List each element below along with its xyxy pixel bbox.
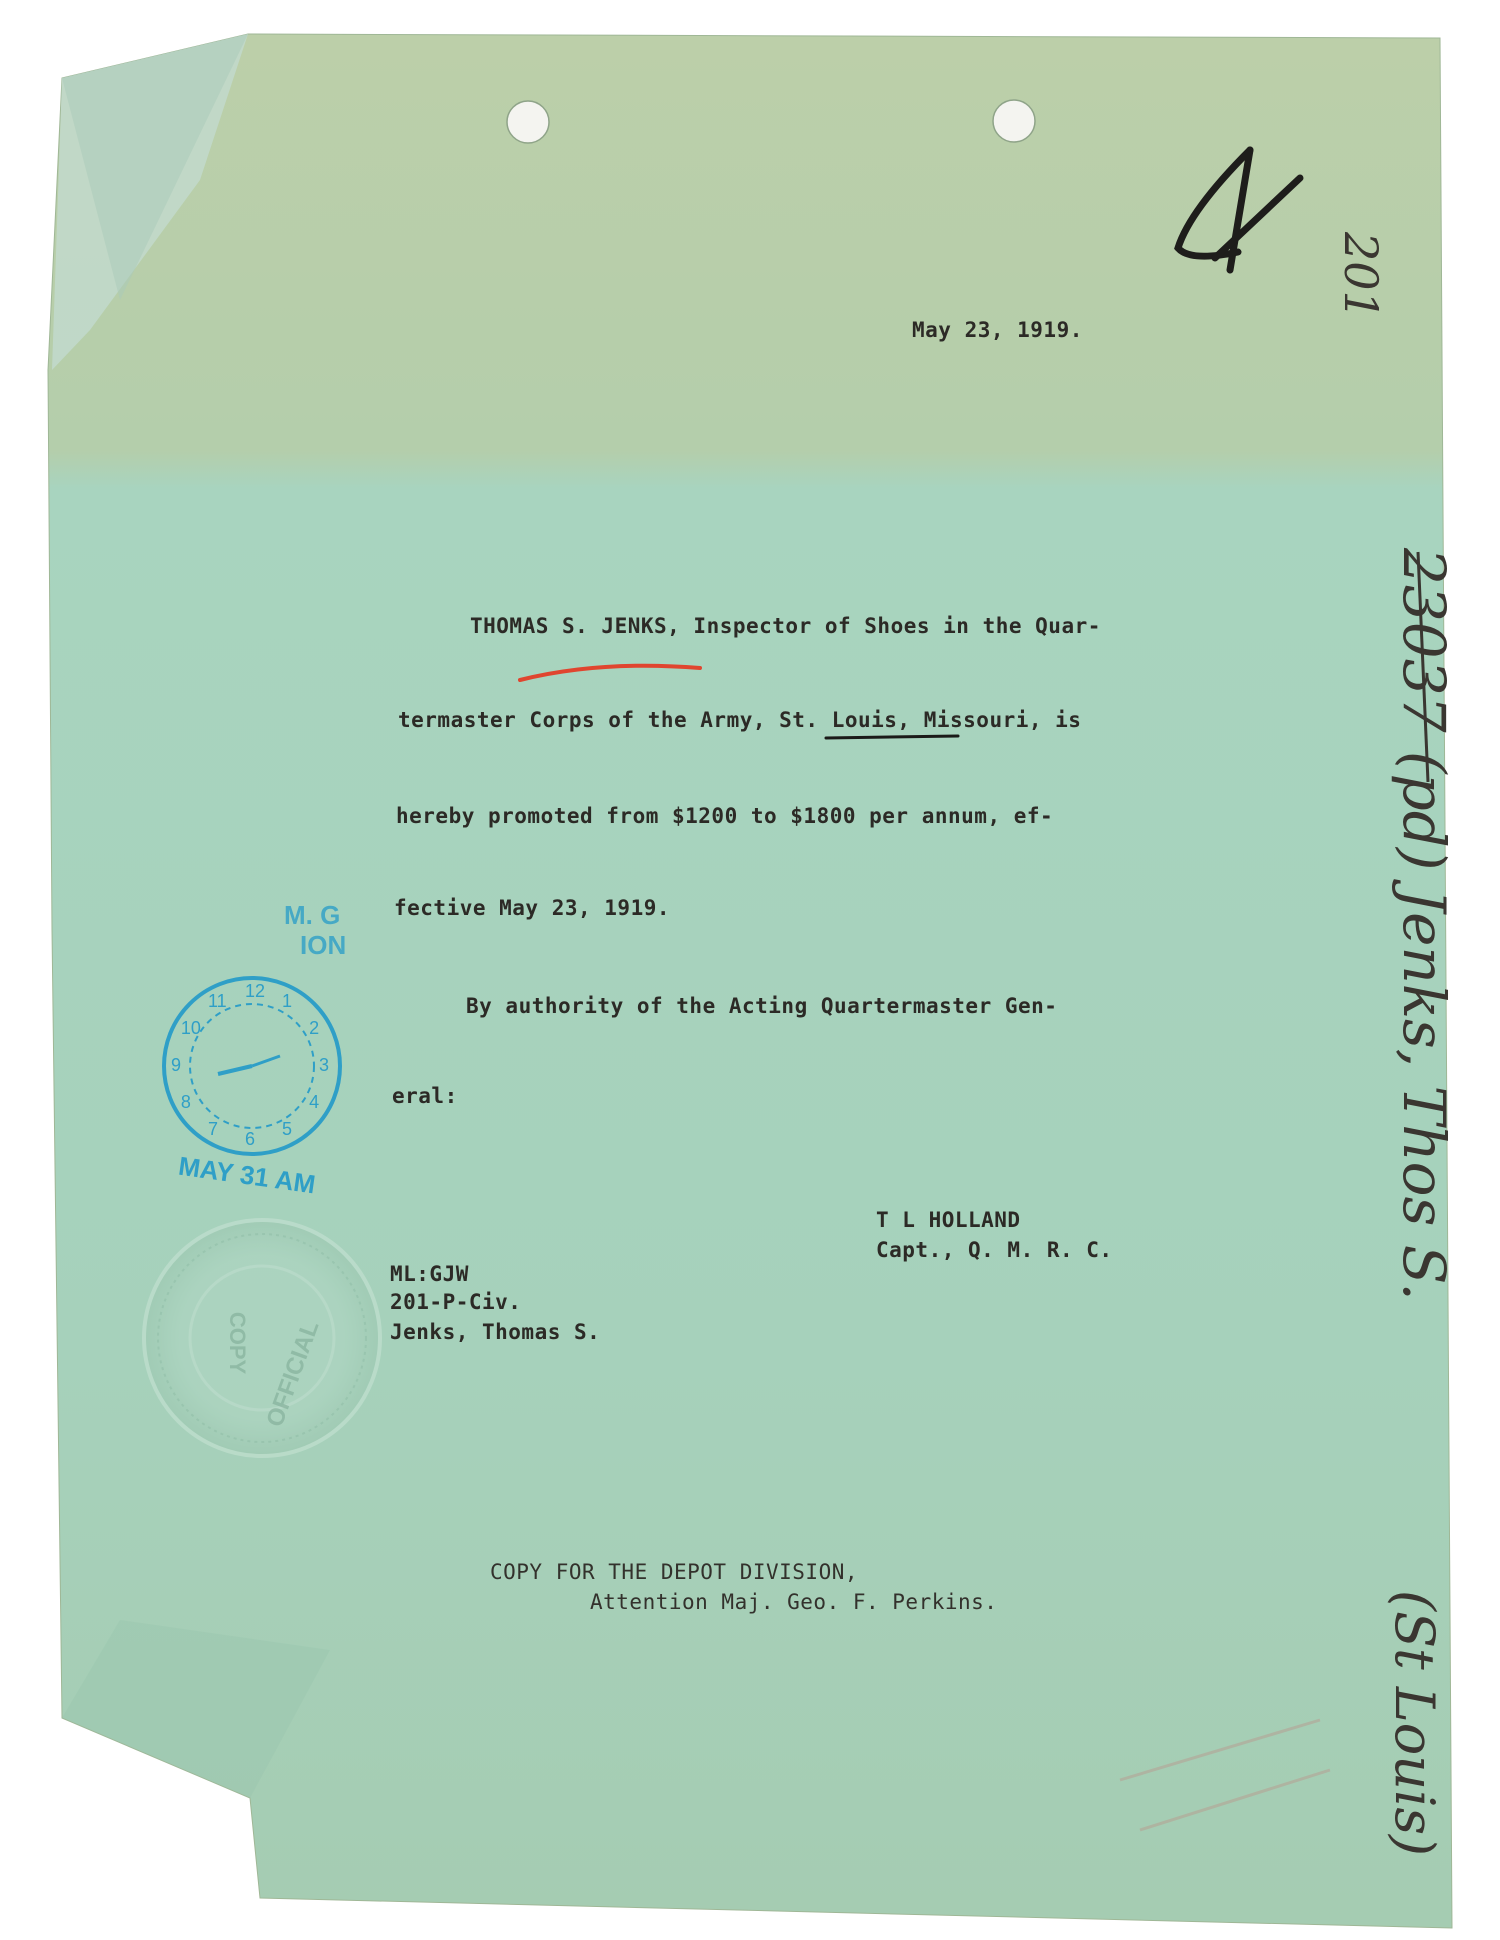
body-line-2: termaster Corps of the Army, St. Louis, Missouri, is (398, 708, 1082, 732)
handwritten-file-number: 201 (1334, 232, 1388, 320)
stamp-clock-number: 6 (245, 1129, 256, 1149)
signature-name: T L HOLLAND (876, 1208, 1021, 1232)
stamp-clock-number: 8 (180, 1092, 191, 1112)
stamp-clock-number: 1 (282, 990, 293, 1011)
stamp-clock-number: 2 (309, 1018, 320, 1038)
black-underline (826, 736, 958, 738)
stamp-clock-number: 10 (180, 1018, 201, 1038)
handwritten-margin-note: 23037 (pd) Jenks, Thos S. (1390, 548, 1458, 1301)
seal-inner-text-official: OFFICIAL (261, 1317, 325, 1431)
stamp-clock-number: 5 (282, 1119, 293, 1140)
stamp-date-text: MAY 31 AM (176, 1150, 318, 1200)
stamp-top-text-2: ION (300, 930, 347, 960)
letter-date: May 23, 1919. (912, 318, 1083, 342)
stamp-clock-number: 7 (208, 1119, 219, 1140)
reference-file: 201-P-Civ. (390, 1290, 522, 1314)
handwritten-margin-city: (St Louis) (1383, 1590, 1446, 1857)
stamp-clock-number: 12 (245, 981, 266, 1001)
stamp-top-text: M. G (284, 900, 341, 930)
stamp-clock-number: 3 (319, 1055, 330, 1075)
authority-line-1: By authority of the Acting Quartermaster Gen- (466, 994, 1058, 1018)
body-line-4: fective May 23, 1919. (394, 896, 671, 920)
authority-line-2: eral: (392, 1084, 458, 1108)
signature-title: Capt., Q. M. R. C. (876, 1238, 1113, 1262)
reference-initials: ML:GJW (390, 1262, 469, 1286)
punch-hole-right (993, 100, 1035, 142)
seal-inner-text-copy: COPY (225, 1311, 251, 1375)
stamp-clock-number: 9 (171, 1055, 182, 1075)
body-line-1: THOMAS S. JENKS, Inspector of Shoes in the Quar- (470, 614, 1101, 638)
stamp-clock-number: 11 (208, 990, 227, 1011)
stamp-clock-number: 4 (309, 1092, 320, 1112)
body-line-3: hereby promoted from $1200 to $1800 per annum, ef- (396, 804, 1054, 828)
reference-name: Jenks, Thomas S. (390, 1320, 601, 1344)
punch-hole-left (507, 101, 549, 143)
copy-note-line-1: COPY FOR THE DEPOT DIVISION, (490, 1560, 859, 1584)
copy-note-line-2: Attention Maj. Geo. F. Perkins. (590, 1590, 998, 1614)
